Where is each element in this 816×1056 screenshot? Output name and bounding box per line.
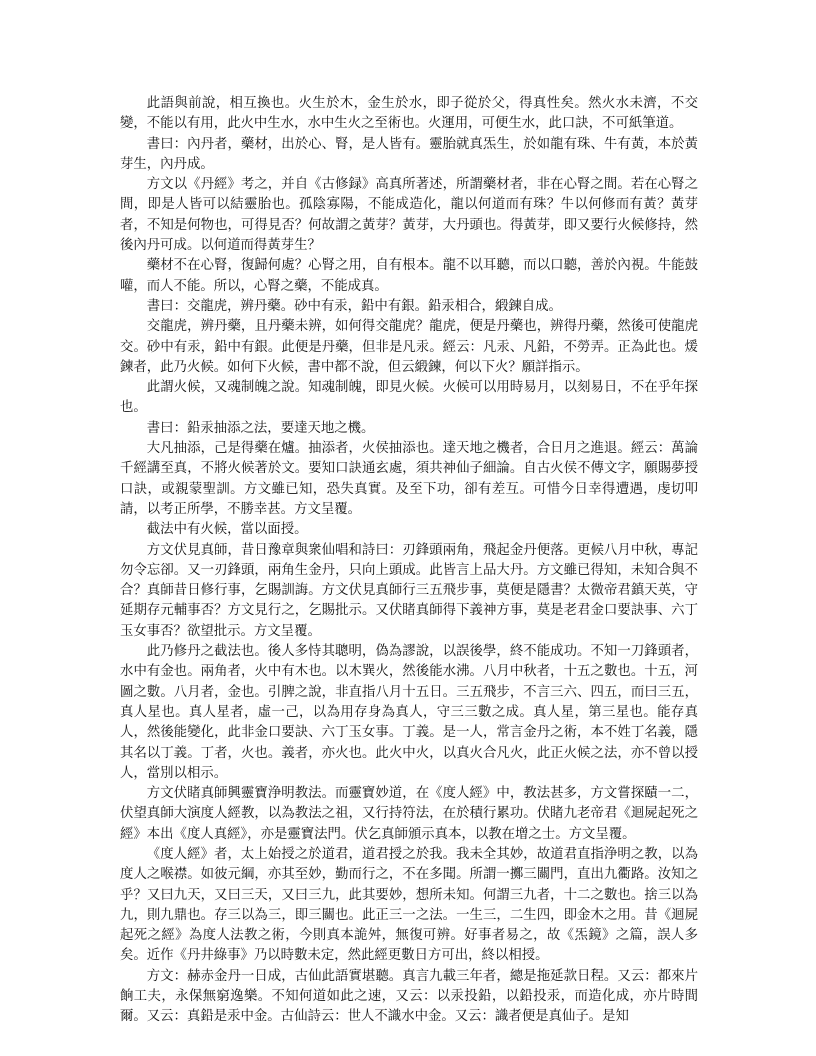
paragraph: 《度人經》者，太上始授之於道君，道君授之於我。我未全其妙，故道君直指浄明之教，以為度人之喉襟。如彼元綱，亦其至妙，勤而行之，不在多聞。所謂一擲三關門，直出九衢路。汝知之乎？又曰九天，又曰三天，又曰三九，此其要妙，想所未知。何謂三九者，十二之數也。捨三以為九，則九鼎也。存三以為三，即三關也。此正三一之法。一生三，二生四，即金木之用。昔《迴屍起死之經》為度人法教之術，今則真本詭舛，無復可辨。好事者易之，故《炁鏡》之篇，誤人多矣。近作《丹井綠事》乃以時數未定，然此經更數日方可出，終以相授。 — [120, 846, 698, 964]
paragraph: 方文伏睹真師興靈寶浄明教法。而靈寶妙道，在《度人經》中，教法甚多，方文嘗探賾一二，伏望真師大演度人經教，以為教法之祖，又行持符法，在於積行累功。伏睹九老帝君《迴屍起死之經》本出《度人真經》，亦是靈寶法門。伏乞真師頒示真本，以教在增之士。方文呈覆。 — [120, 786, 698, 842]
paragraph: 此謂火候，又魂制魄之說。知魂制魄，即見火候。火候可以用時易月，以刻易日，不在乎年探也。 — [120, 380, 698, 416]
paragraph: 方文以《丹經》考之，并自《古修録》高真所著述，所謂藥材者，非在心腎之間。若在心腎之間，即是人皆可以結靈胎也。孤陰寡陽，不能成造化，龍以何道而有珠？牛以何修而有黃？黃芽者，不知是何物也，可得見否？何故謂之黃芽？黃芽，大丹頭也。得黃芽，即又要行火候修持，然後內丹可成。以何道而得黃芽生？ — [120, 177, 698, 254]
paragraph: 書曰：交龍虎，辨丹藥。砂中有汞，鉛中有銀。鉛汞相合，緞鍊自成。 — [146, 298, 562, 314]
paragraph: 藥材不在心腎，復歸何處？心腎之用，自有根本。龍不以耳聽，而以口聽，善於內視。牛能鼓嚾，而人不能。所以，心腎之藥，不能成真。 — [120, 258, 698, 294]
paragraph: 書曰：內丹者，藥材，出於心、腎，是人皆有。靈胎就真炁生，於如龍有珠、牛有黃，本於黃芽生，內丹成。 — [120, 136, 698, 172]
paragraph: 書曰：鉛汞抽添之法，要達天地之機。 — [146, 420, 375, 436]
paragraph: 此語與前說，相互換也。火生於木，金生於水，即子從於父，得真性矣。然火水未濟，不交變，不能以有用，此火中生水，水中生火之至術也。火運用，可便生水，此口訣，不可紙筆道。 — [120, 96, 698, 132]
paragraph: 截法中有火候，當以面授。 — [146, 522, 308, 538]
paragraph: 此乃修丹之截法也。後人多恃其聰明，偽為謬說，以誤後學，終不能成功。不知一刀鋒頭者，水中有金也。兩角者，火中有木也。以木巽火，然後能水沸。八月中秋者，十五之數也。十五，河圖之數。八月者，金也。引脾之說，非直指八月十五日。三五飛步，不言三六、四五，而曰三五，真人星也。真人星者，虛一己，以為用存身為真人，守三三數之成。真人星，第三星也。能存真人，然後能變化，此非金口要訣、六丁玉女事。丁義。是一人，常言金丹之術，本不姓丁名義，隱其名以丁義。丁者，火也。義者，亦火也。此火中火，以真火合凡火，此正火候之法，亦不曾以授人，當別以相示。 — [120, 644, 698, 781]
paragraph: 大凡抽添，己是得藥在爐。抽添者，火侯抽添也。達天地之機者，合日月之進退。經云：萬論千經講至真，不將火候著於文。要知口訣通玄處，須共神仙子細論。自古火侯不傳文字，願賜夢授口訣，或親蒙聖訓。方文雖已知，恐失真實。及至下功，卻有差互。可惜今日幸得遭遇，虔切叩請，以考正所學，不勝幸甚。方文呈覆。 — [120, 441, 698, 517]
paragraph: 方文伏見真師，昔日豫章與衆仙唱和詩曰：刃鋒頭兩角，飛起金丹便落。更候八月中秋，專記勿令忘卻。又一刃鋒頭，兩角生金丹，只向上頭成。此皆言上品大丹。方文雖已得知，未知合與不合？真師昔日修行事，乞賜訓誨。方文伏見真師行三五飛步事，莫便是隱書？太微帝君鎮天英，守延期存元輔事否？方文見行之，乞賜批示。又伏睹真師得下義神方事，莫是老君金口要訣事、六丁玉女事否？欲望批示。方文呈覆。 — [120, 542, 698, 639]
paragraph: 方文：赫赤金丹一日成，古仙此語實堪聽。真言九載三年者，總是拖延款日程。又云：都來片餉工夫，永保無窮逸樂。不知何道如此之速，又云：以汞投鉛，以鉛投汞，而造化成，亦片時間爾。又云：真鉛是汞中金。古仙詩云：世人不識水中金。又云：識者便是真仙子。是知 — [120, 968, 698, 1025]
document-page — [120, 94, 698, 1028]
paragraph: 交龍虎，辨丹藥，且丹藥未辨，如何得交龍虎？龍虎，便是丹藥也，辨得丹藥，然後可使龍虎交。砂中有汞，鉛中有銀。此便是丹藥，但非是凡汞。經云：凡汞、凡鉛，不勞弄。正為此也。煖鍊者，此乃火候。如何下火候，書中都不說，但云緞鍊，何以下火？願詳指示。 — [120, 319, 698, 375]
